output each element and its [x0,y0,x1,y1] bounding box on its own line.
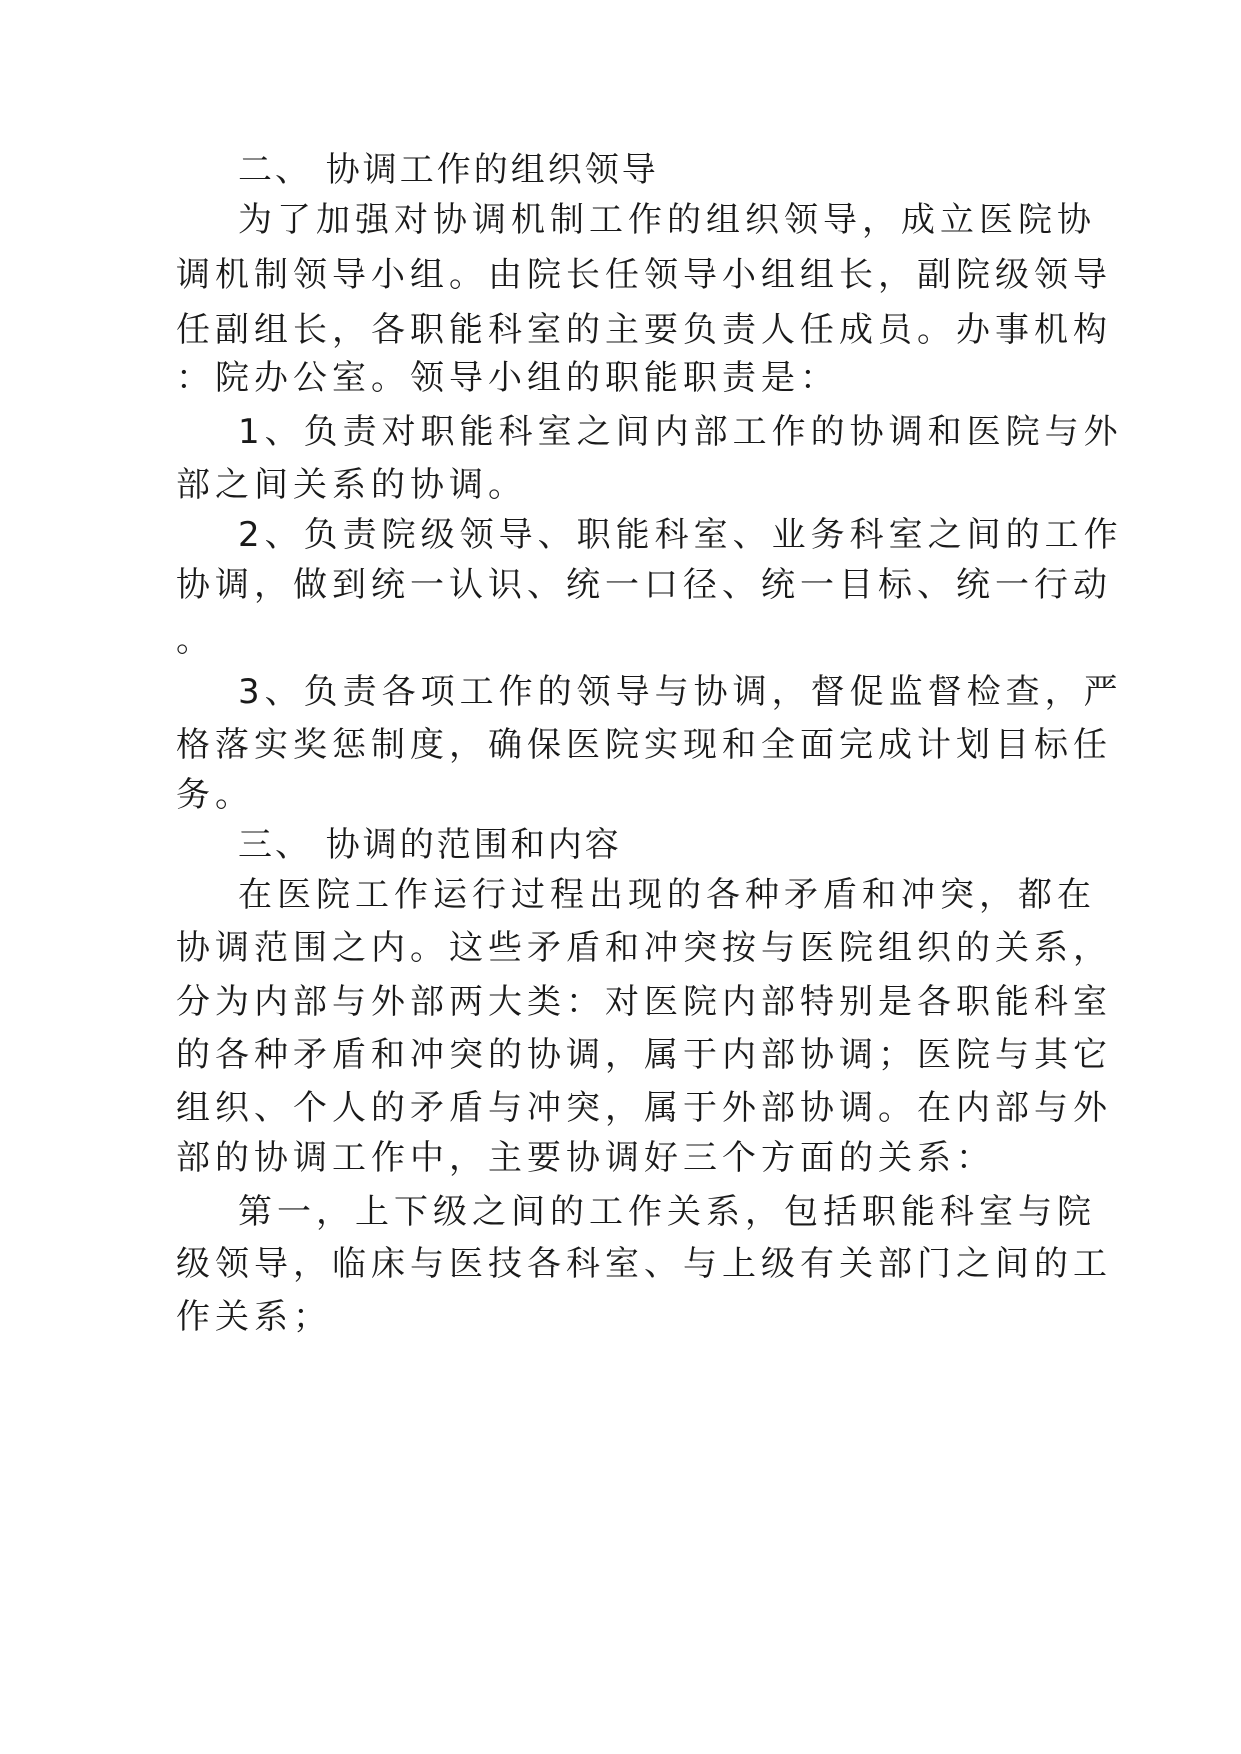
section-2-intro-line: 任副组长，各职能科室的主要负责人任成员。办事机构 [176,310,1112,350]
item-3-line: 格落实奖惩制度，确保医院实现和全面完成计划目标任 [176,725,1112,765]
section-2-intro-line: 调机制领导小组。由院长任领导小组组长，副院级领导 [176,255,1112,295]
section-3-para-2-line: 第一，上下级之间的工作关系，包括职能科室与院 [238,1192,1096,1232]
section-3-para-1-line: 协调范围之内。这些矛盾和冲突按与医院组织的关系， [176,928,1112,968]
section-3-para-1-line: 部的协调工作中，主要协调好三个方面的关系： [176,1138,995,1178]
section-2-heading: 二、 协调工作的组织领导 [238,150,659,190]
section-3-heading: 三、 协调的范围和内容 [238,825,622,865]
section-3-para-2-line: 级领导，临床与医技各科室、与上级有关部门之间的工 [176,1244,1112,1284]
section-3-para-1-line: 的各种矛盾和冲突的协调，属于内部协调；医院与其它 [176,1035,1112,1075]
item-2-line: 2、负责院级领导、职能科室、业务科室之间的工作 [238,515,1123,555]
section-3-para-1-line: 分为内部与外部两大类：对医院内部特别是各职能科室 [176,982,1112,1022]
section-3-para-1-line: 组织、个人的矛盾与冲突，属于外部协调。在内部与外 [176,1088,1112,1128]
section-2-intro-line: ：院办公室。领导小组的职能职责是： [176,358,839,398]
section-3-para-1-line: 在医院工作运行过程出现的各种矛盾和冲突，都在 [238,875,1096,915]
item-3-line: 3、负责各项工作的领导与协调，督促监督检查，严 [238,672,1123,712]
item-2-line: 协调，做到统一认识、统一口径、统一目标、统一行动 [176,565,1112,605]
item-2-line: 。 [176,620,215,660]
item-1-line: 1、负责对职能科室之间内部工作的协调和医院与外 [238,412,1123,452]
section-2-intro-line: 为了加强对协调机制工作的组织领导，成立医院协 [238,200,1096,240]
item-1-line: 部之间关系的协调。 [176,465,527,505]
section-3-para-2-line: 作关系； [176,1297,332,1337]
item-3-line: 务。 [176,775,254,815]
